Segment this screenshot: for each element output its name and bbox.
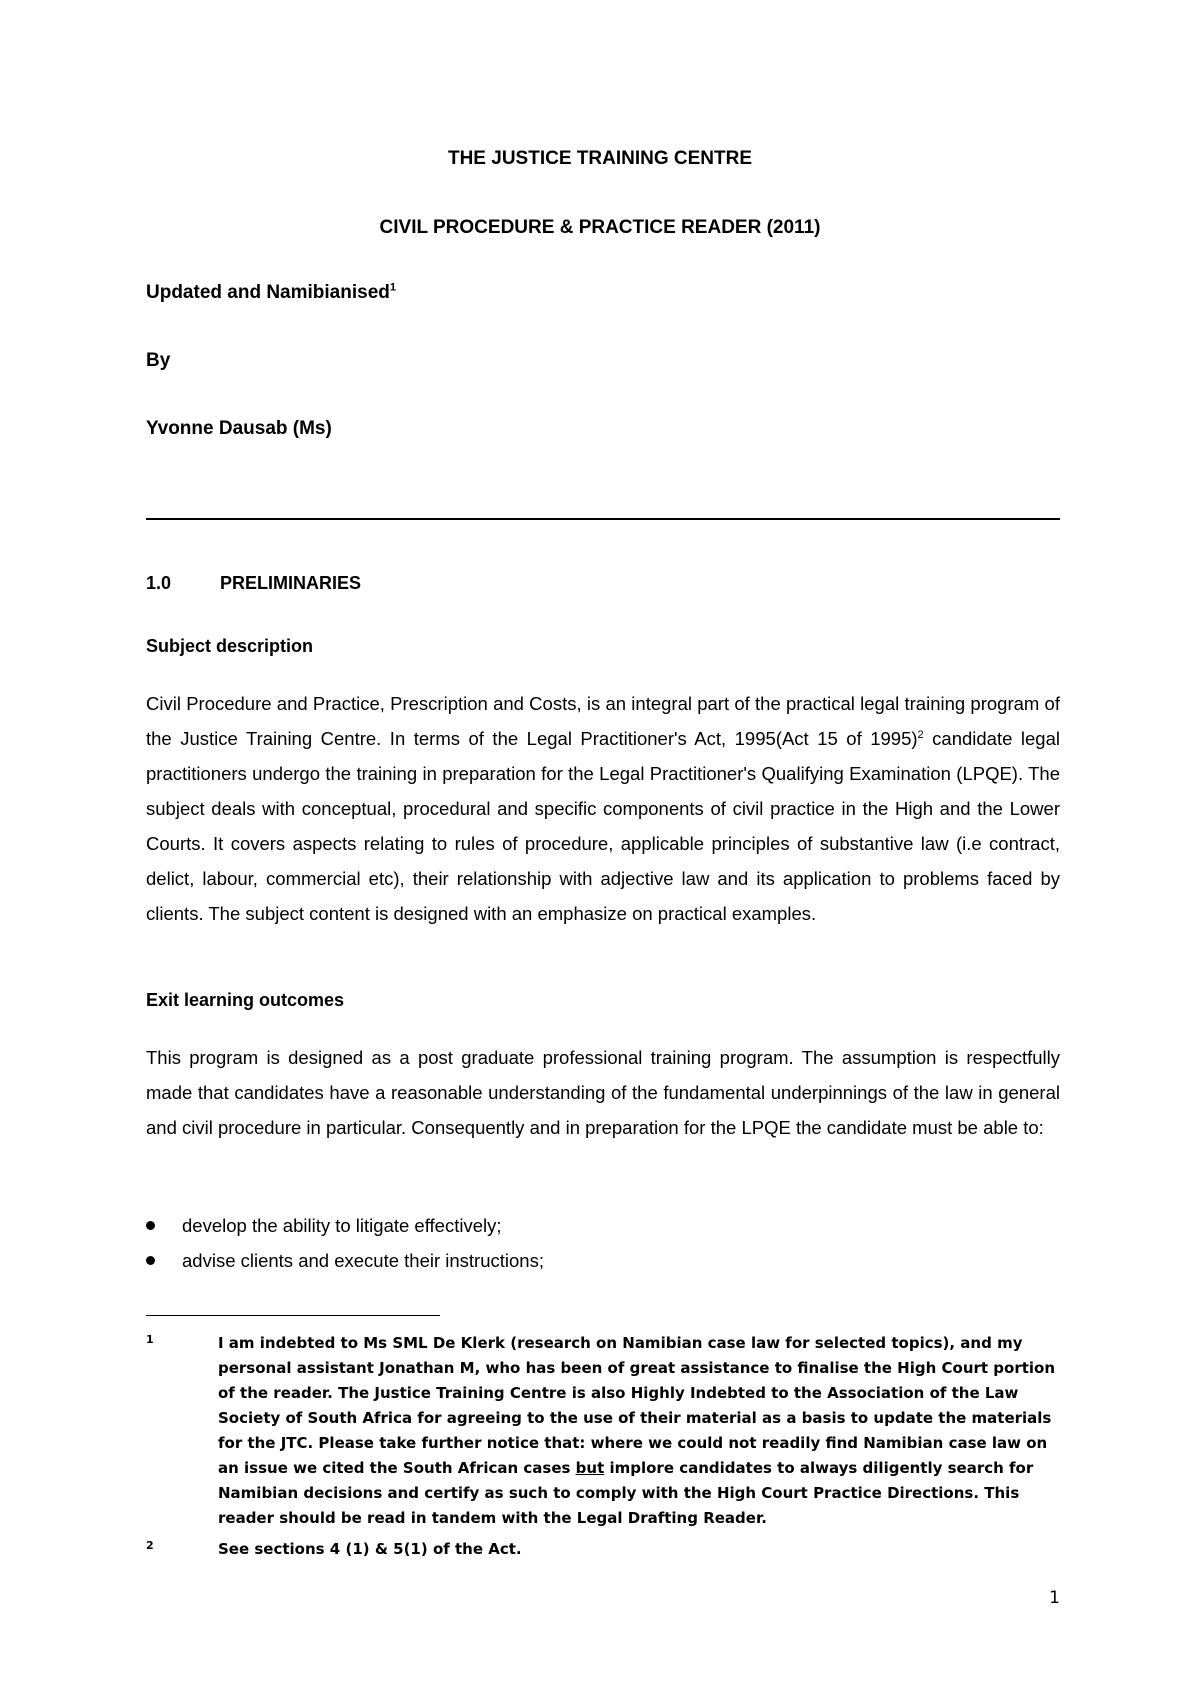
bullet-icon <box>146 1256 155 1265</box>
footnote-1-text: I am indebted to Ms SML De Klerk (research on Namibian case law for selected topics), and my personal assistant Jonathan M, who has been of great assistance to finalise the High Court portion of the reader. The Justice Training Centre is also Highly Indebted to the Association of the Law Society of South Africa for agreeing to the use of their material as a basis to update the materials for the JTC. Please take further notice that: where we could not readily find Namibian case law on an issue we cited the South African cases but implore candidates to always diligently search for Namibian decisions and certify as such to comply with the High Court Practice Directions. This reader should be read in tandem with the Legal Drafting Reader. <box>218 1334 1056 1527</box>
updated-text: Updated and Namibianised <box>146 282 390 303</box>
footnote-1-marker: 1 <box>146 1333 154 1346</box>
bullet-icon <box>146 1221 155 1230</box>
title-divider <box>146 518 1060 520</box>
exit-heading: Exit learning outcomes <box>146 990 345 1010</box>
exit-paragraph: This program is designed as a post graduate professional training program. The assumption is respectfully made that candidates have a reasonable understanding of the fundamental underpinnings of the law in general and civil procedure in particular. Consequently and in preparation for the LPQE the candidate must be able to: <box>146 1047 1060 1138</box>
page-number: 1 <box>1049 1588 1060 1608</box>
updated-line <box>146 282 396 304</box>
section-number: 1.0 <box>146 573 172 593</box>
footnote-separator <box>146 1315 440 1316</box>
footnote-1 <box>146 1331 1060 1531</box>
footnote-ref-1[interactable]: 1 <box>389 281 396 294</box>
subject-text-b: candidate legal practitioners undergo the training in preparation for the Legal Practitioner's Qualifying Examination (LPQE). The subject deals with conceptual, procedural and specific components of civil practice in the High and the Lower Courts. It covers aspects relating to rules of procedure, applicable principles of substantive law (i.e contract, delict, labour, commercial etc), their relationship with adjective law and its application to problems faced by clients. The subject content is designed with an emphasize on practical examples. <box>146 728 1060 924</box>
footnote-2 <box>146 1537 1060 1562</box>
footnote-ref-2[interactable]: 2 <box>917 728 924 741</box>
footnote-2-marker: 2 <box>146 1539 154 1552</box>
author-name: Yvonne Dausab (Ms) <box>146 418 332 439</box>
footnote-2-text: See sections 4 (1) & 5(1) of the Act. <box>218 1540 522 1558</box>
subject-paragraph <box>146 686 1060 931</box>
list-item: advise clients and execute their instructions; <box>146 1243 544 1278</box>
section-heading <box>146 573 361 594</box>
subject-heading: Subject description <box>146 636 314 656</box>
list-item: develop the ability to litigate effectively; <box>146 1208 544 1243</box>
outcomes-list <box>146 1208 544 1278</box>
section-title: PRELIMINARIES <box>220 573 362 593</box>
footnote-1-emphasis: but <box>575 1459 605 1477</box>
institution-title: THE JUSTICE TRAINING CENTRE <box>447 148 753 169</box>
by-line: By <box>146 350 171 371</box>
reader-title: CIVIL PROCEDURE & PRACTICE READER (2011) <box>379 217 821 238</box>
subject-text-a: Civil Procedure and Practice, Prescription and Costs, is an integral part of the practical legal training program of the Justice Training Centre. In terms of the Legal Practitioner's Act, 1995(Act 15 of 1995) <box>146 693 1060 749</box>
